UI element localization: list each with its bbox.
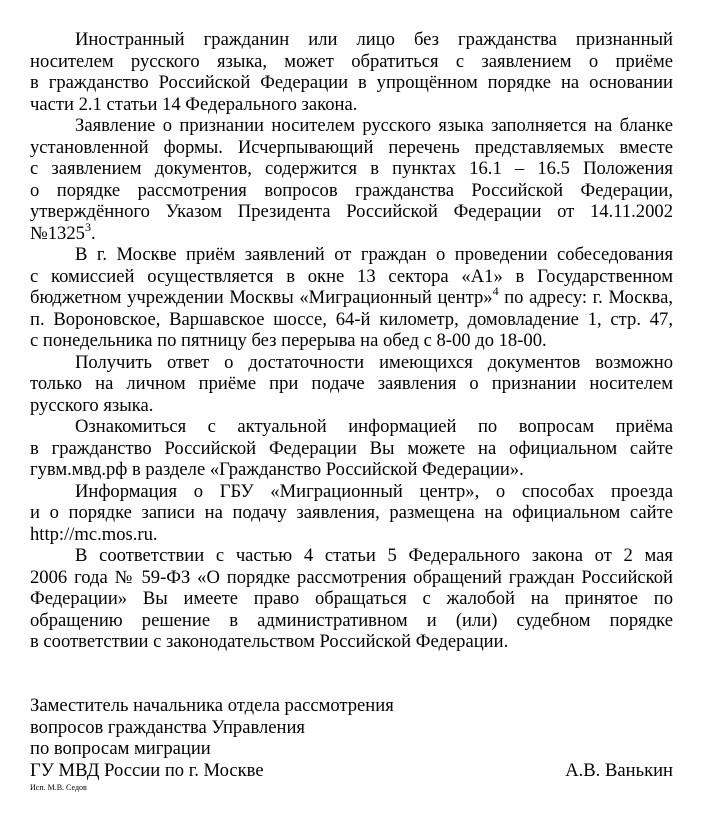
- footnote-marker: 4: [492, 284, 499, 298]
- text-line: только на личном приёме при подаче заявления о признании носителем: [30, 373, 673, 394]
- text-line: утверждённого Указом Президента Российской Федерации от 14.11.2002: [30, 201, 673, 222]
- text-line: в гражданство Российской Федерации Вы можете на официальном сайте: [30, 437, 673, 459]
- text-line: с понедельника по пятницу без перерыва на обед с 8-00 до 18-00.: [30, 330, 547, 351]
- executor-note: Исп. М.В. Седов: [30, 783, 87, 792]
- line-end: по адресу: г. Москва,: [498, 287, 673, 308]
- text-line: п. Вороновское, Варшавское шоссе, 64-й километр, домовладение 1, стр. 47,: [30, 308, 673, 330]
- paragraph-official-website: [30, 416, 673, 481]
- text-line: 2006 года № 59-ФЗ «О порядке рассмотрения обращений граждан Российской: [30, 566, 673, 588]
- text-line: русского языка.: [30, 394, 154, 416]
- paragraph-migration-center-info: [30, 481, 673, 546]
- decree-number: №1325: [30, 222, 85, 244]
- signatory-position-line: Заместитель начальника отдела рассмотрения: [30, 695, 394, 716]
- text-line: [30, 284, 673, 309]
- text-line: части 2.1 статьи 14 Федерального закона.: [30, 93, 358, 115]
- text-line: носителем русского языка, может обратиться с заявлением о приёме: [30, 50, 673, 72]
- text-line: В г. Москве приём заявлений от граждан о проведении собеседования: [75, 244, 673, 265]
- paragraph-eligibility: [30, 29, 673, 115]
- text-line: В соответствии с частью 4 статьи 5 Федерального закона от 2 мая: [75, 545, 673, 566]
- text-line: с заявлением документов, содержится в пунктах 16.1 – 16.5 Положения: [30, 158, 673, 179]
- footnote-marker: 3: [84, 219, 91, 234]
- signatory-row: [30, 760, 673, 782]
- signature-block: [30, 695, 673, 781]
- text-line: и о порядке записи на подачу заявления, размещена на официальном сайте: [30, 502, 673, 523]
- text-line: Получить ответ о достаточности имеющихся документов возможно: [75, 351, 673, 373]
- text-line: установленной формы. Исчерпывающий перечень представляемых вместе: [30, 136, 673, 158]
- paragraph-submission-location: [30, 244, 673, 352]
- text-line: гувм.мвд.рф в разделе «Гражданство Российской Федерации».: [30, 459, 524, 480]
- signatory-position-line: ГУ МВД России по г. Москве: [30, 759, 264, 781]
- text-line: Информация о ГБУ «Миграционный центр», о способах проезда: [75, 480, 673, 502]
- signatory-name: А.В. Ванькин: [565, 759, 673, 781]
- paragraph-appeal-rights: [30, 545, 673, 653]
- text-line: в соответствии с законодательством Российской Федерации.: [30, 631, 509, 652]
- text-line: Заявление о признании носителем русского языка заполняется на бланке: [75, 115, 673, 136]
- text-line: Ознакомиться с актуальной информацией по вопросам приёма: [75, 416, 673, 437]
- text-line: [30, 219, 673, 245]
- text-line: обращению решение в административном и (или) судебном порядке: [30, 609, 673, 631]
- line-end: .: [90, 222, 96, 244]
- text-line: http://mc.mos.ru.: [30, 523, 158, 545]
- paragraph-document-check: [30, 352, 673, 417]
- text-line: Иностранный гражданин или лицо без гражданства признанный: [75, 29, 673, 50]
- signatory-position-line: вопросов гражданства Управления: [30, 716, 305, 738]
- text-line: о порядке рассмотрения вопросов гражданства Российской Федерации,: [30, 179, 673, 201]
- text-line: с комиссией осуществляется в окне 13 сектора «А1» в Государственном: [30, 265, 673, 287]
- signatory-position-line: по вопросам миграции: [30, 738, 211, 759]
- text-line: Федерации» Вы имеете право обращаться с жалобой на принятое по: [30, 588, 673, 609]
- paragraph-application-form: [30, 115, 673, 244]
- letter-body: [30, 29, 673, 653]
- line-start: бюджетном учреждении Москвы «Миграционный центр»: [30, 287, 493, 308]
- text-line: в гражданство Российской Федерации в упрощённом порядке на основании: [30, 72, 673, 93]
